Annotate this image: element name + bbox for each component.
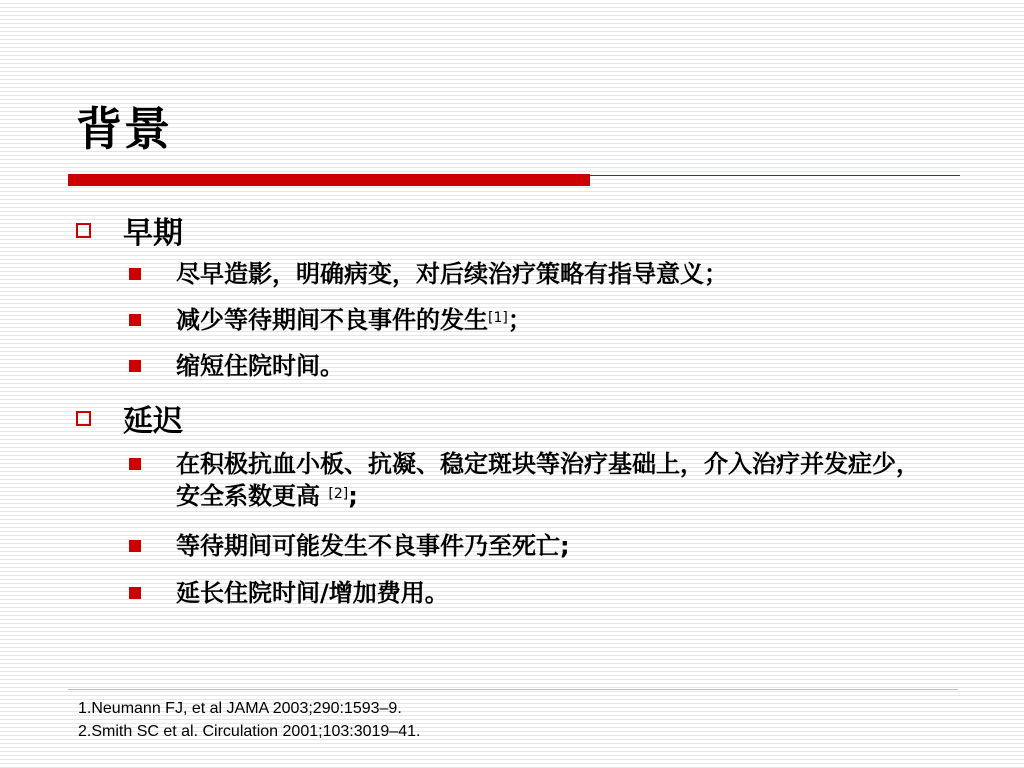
filled-square-bullet-icon (129, 360, 141, 372)
bullet-text: 减少等待期间不良事件的发生[1]； (176, 306, 532, 334)
filled-square-bullet-icon (129, 540, 141, 552)
filled-square-bullet-icon (129, 587, 141, 599)
bullet-item (129, 530, 949, 562)
section-heading-text: 延迟 (123, 404, 183, 439)
hollow-square-bullet-icon (76, 411, 91, 426)
reference-item: 2.Smith SC et al. Circulation 2001;103:3019–41. (78, 723, 421, 740)
hollow-square-bullet-icon (76, 223, 91, 238)
bullet-text: 缩短住院时间。 (176, 352, 344, 380)
citation-marker: [1] (488, 310, 508, 326)
bullet-item (129, 350, 949, 382)
slide-title: 背景 (76, 102, 172, 156)
section-heading-early (76, 208, 183, 252)
title-underline-thick (68, 174, 590, 186)
bullet-item (129, 448, 949, 512)
bullet-text: 尽早造影，明确病变，对后续治疗策略有指导意义； (176, 260, 728, 288)
references (78, 697, 420, 743)
bullet-item (129, 304, 949, 336)
references-divider (68, 689, 958, 690)
bullet-text: 在积极抗血小板、抗凝、稳定斑块等治疗基础上，介入治疗并发症少，安全系数更高 [2]; (176, 450, 920, 510)
filled-square-bullet-icon (129, 268, 141, 280)
section-heading-text: 早期 (123, 216, 183, 251)
filled-square-bullet-icon (129, 458, 141, 470)
title-underline-thin (590, 175, 960, 176)
reference-item: 1.Neumann FJ, et al JAMA 2003;290:1593–9. (78, 700, 402, 717)
bullet-text: 延长住院时间/增加费用。 (176, 579, 449, 607)
filled-square-bullet-icon (129, 314, 141, 326)
bullet-text: 等待期间可能发生不良事件乃至死亡; (176, 532, 570, 560)
citation-marker: [2] (328, 486, 349, 502)
bullet-item (129, 577, 949, 609)
bullet-item (129, 258, 949, 290)
section-heading-delay (76, 396, 183, 440)
